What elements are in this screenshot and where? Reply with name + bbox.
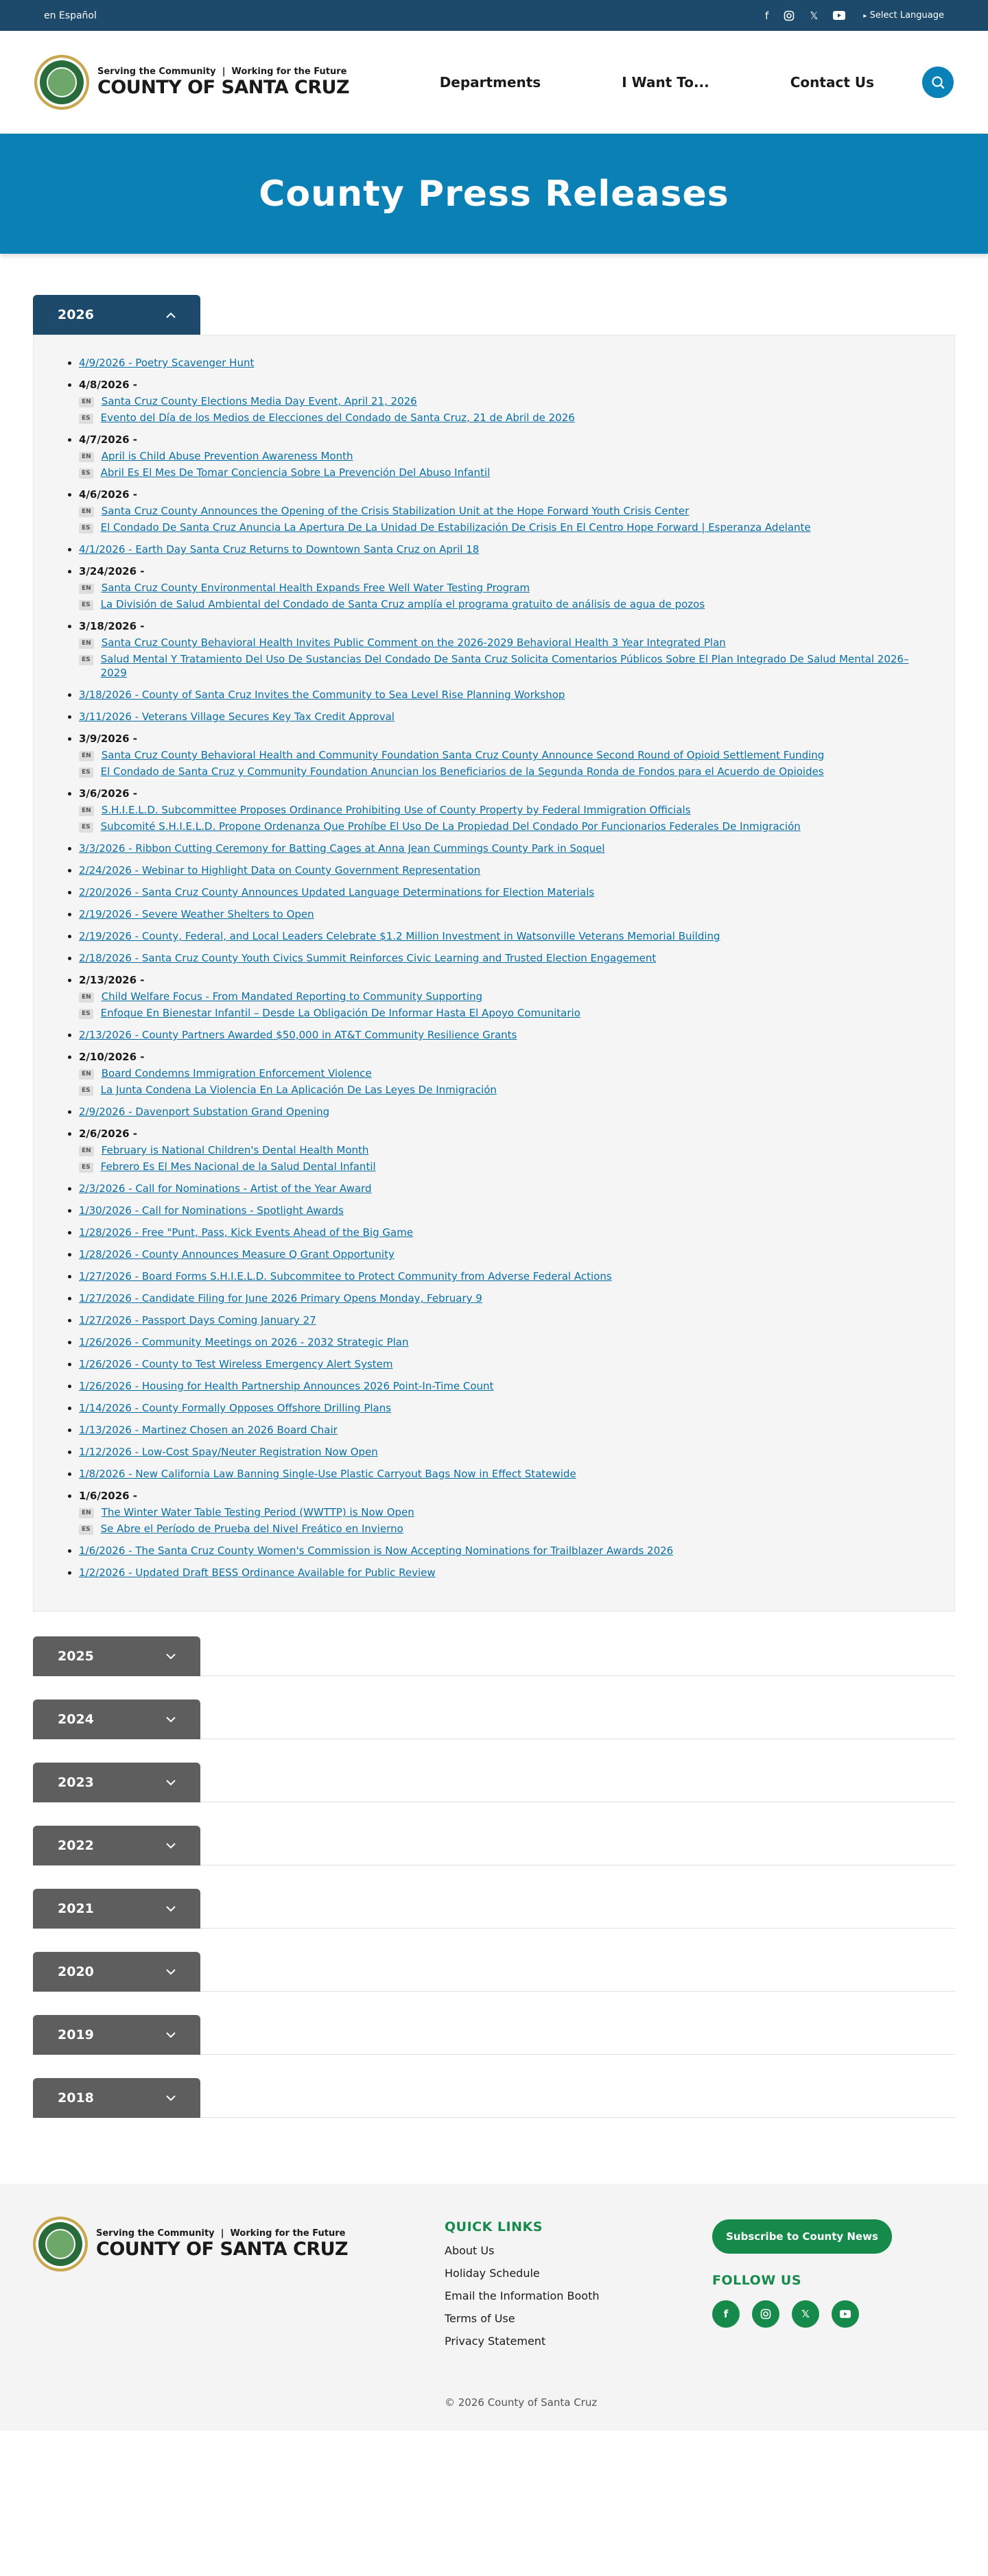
release-link-es[interactable]: Enfoque En Bienestar Infantil – Desde La Obligación De Informar Hasta El Apoyo Comunitario xyxy=(100,1007,580,1019)
release-date: 4/7/2026 - xyxy=(79,433,138,446)
main-nav xyxy=(440,74,874,91)
release-link[interactable]: 1/8/2026 - New California Law Banning Single-Use Plastic Carryout Bags Now in Effect Statewide xyxy=(79,1468,576,1480)
release-item xyxy=(79,1313,927,1327)
language-badge-en: EN xyxy=(79,1508,94,1518)
release-item xyxy=(79,1467,927,1481)
spanish-language-link[interactable]: en Español xyxy=(44,10,97,21)
nav-departments[interactable]: Departments xyxy=(439,73,541,91)
language-badge-es: ES xyxy=(79,523,93,534)
footer-right xyxy=(712,2219,892,2328)
release-item xyxy=(79,688,927,702)
release-item xyxy=(79,1423,927,1437)
release-link[interactable]: 1/13/2026 - Martinez Chosen an 2026 Board Chair xyxy=(79,1424,338,1436)
release-link-es[interactable]: El Condado De Santa Cruz Anuncia La Apertura De La Unidad De Estabilización De Crisis En El Centro Hope Forward | Esperanza Adelante xyxy=(100,521,811,534)
year-row xyxy=(33,2015,955,2055)
chevron-down-icon xyxy=(166,1969,176,1975)
release-item xyxy=(79,1248,927,1261)
year-tab-label: 2018 xyxy=(58,2090,94,2106)
select-language-label: Select Language xyxy=(869,10,944,21)
language-badge-es: ES xyxy=(79,1525,93,1535)
year-tab-2022[interactable] xyxy=(33,1826,200,1865)
divider xyxy=(200,2117,955,2118)
chevron-down-icon xyxy=(166,1654,176,1660)
release-link[interactable]: 1/27/2026 - Candidate Filing for June 2026 Primary Opens Monday, February 9 xyxy=(79,1292,482,1304)
release-date: 3/6/2026 - xyxy=(79,787,138,800)
release-es-row xyxy=(79,411,927,425)
quick-links xyxy=(445,2219,600,2357)
divider xyxy=(200,2054,955,2055)
language-badge-en: EN xyxy=(79,397,94,407)
release-date: 3/24/2026 - xyxy=(79,565,145,577)
release-item xyxy=(79,433,927,479)
release-link[interactable]: 1/27/2026 - Passport Days Coming January 27 xyxy=(79,1314,316,1326)
instagram-icon[interactable] xyxy=(752,2300,779,2328)
release-item xyxy=(79,907,927,921)
release-item xyxy=(79,488,927,534)
nav-contact-us[interactable]: Contact Us xyxy=(790,73,874,91)
release-item xyxy=(79,1050,927,1097)
year-row xyxy=(33,1826,955,1865)
release-item xyxy=(79,951,927,965)
year-row xyxy=(33,1636,955,1676)
year-row xyxy=(33,1889,955,1929)
release-link[interactable]: 1/30/2026 - Call for Nominations - Spotlight Awards xyxy=(79,1204,344,1217)
release-item xyxy=(79,1105,927,1119)
release-es-row xyxy=(79,652,927,680)
release-link[interactable]: 1/28/2026 - Free "Punt, Pass, Kick Events Ahead of the Big Game xyxy=(79,1226,414,1239)
release-item xyxy=(79,973,927,1020)
release-link-en[interactable]: February is National Children's Dental Health Month xyxy=(101,1144,369,1156)
language-badge-es: ES xyxy=(79,414,93,424)
year-tab-label: 2024 xyxy=(58,1712,94,1727)
year-row xyxy=(33,2078,955,2118)
language-badge-es: ES xyxy=(79,1009,93,1019)
language-badge-es: ES xyxy=(79,822,93,833)
language-badge-en: EN xyxy=(79,1146,94,1156)
release-item xyxy=(79,710,927,724)
release-link[interactable]: 1/12/2026 - Low-Cost Spay/Neuter Registration Now Open xyxy=(79,1446,378,1458)
chevron-down-icon xyxy=(166,1843,176,1849)
search-icon xyxy=(930,75,945,90)
facebook-icon[interactable]: f xyxy=(712,2300,740,2328)
release-link[interactable]: 2/13/2026 - County Partners Awarded $50,000 in AT&T Community Resilience Grants xyxy=(79,1029,517,1041)
release-item xyxy=(79,1204,927,1217)
release-link[interactable]: 3/11/2026 - Veterans Village Secures Key Tax Credit Approval xyxy=(79,711,395,723)
release-item xyxy=(79,1182,927,1195)
release-es-row xyxy=(79,765,927,778)
chevron-up-icon xyxy=(166,312,176,318)
year-tab-2024[interactable] xyxy=(33,1700,200,1739)
release-item xyxy=(79,619,927,680)
release-link-en[interactable]: The Winter Water Table Testing Period (WWTTP) is Now Open xyxy=(101,1506,414,1518)
release-link[interactable]: 1/14/2026 - County Formally Opposes Offshore Drilling Plans xyxy=(79,1402,392,1414)
year-tab-2025[interactable] xyxy=(33,1636,200,1676)
release-es-row xyxy=(79,521,927,534)
release-item xyxy=(79,842,927,855)
site-header xyxy=(0,31,988,134)
caret-icon: ▸ xyxy=(863,12,867,20)
release-en-row xyxy=(79,394,927,408)
release-link-en[interactable]: S.H.I.E.L.D. Subcommittee Proposes Ordinance Prohibiting Use of County Property by Federal Immigration Officials xyxy=(101,804,691,816)
release-date: 2/13/2026 - xyxy=(79,974,145,986)
release-item xyxy=(79,1401,927,1415)
year-row xyxy=(33,1952,955,1992)
divider xyxy=(200,1675,955,1676)
year-tab-label: 2022 xyxy=(58,1838,94,1853)
chevron-down-icon xyxy=(166,1717,176,1723)
chevron-down-icon xyxy=(166,2032,176,2038)
release-es-row xyxy=(79,466,927,479)
youtube-icon[interactable] xyxy=(833,11,845,20)
release-item xyxy=(79,1357,927,1371)
release-item xyxy=(79,1379,927,1393)
year-tab-2019[interactable] xyxy=(33,2015,200,2055)
county-seal-icon xyxy=(33,2217,88,2271)
release-link-es[interactable]: Subcomité S.H.I.E.L.D. Propone Ordenanza Que Prohíbe El Uso De La Propiedad Del Condado Por Funcionarios Federales De Inmigración xyxy=(100,820,801,833)
release-item xyxy=(79,1489,927,1536)
year-tab-label: 2020 xyxy=(58,1964,94,1979)
release-link-es[interactable]: Abril Es El Mes De Tomar Conciencia Sobre La Prevención Del Abuso Infantil xyxy=(100,466,491,479)
release-link-en[interactable]: Santa Cruz County Announces the Opening of the Crisis Stabilization Unit at the Hope Forward Youth Crisis Center xyxy=(101,505,690,517)
closed-years xyxy=(33,1636,955,2118)
language-badge-en: EN xyxy=(79,1069,94,1080)
footer-tagline: Serving the Community | Working for the Future xyxy=(96,2228,346,2239)
release-es-row xyxy=(79,1522,927,1536)
release-link[interactable]: 2/19/2026 - County, Federal, and Local Leaders Celebrate $1.2 Million Investment in Watsonville Veterans Memorial Building xyxy=(79,930,720,942)
year-tab-2023[interactable] xyxy=(33,1763,200,1802)
release-link-en[interactable]: Santa Cruz County Environmental Health Expands Free Well Water Testing Program xyxy=(101,582,530,594)
quick-link-about-us[interactable]: About Us xyxy=(445,2244,495,2257)
release-link-en[interactable]: Child Welfare Focus - From Mandated Reporting to Community Supporting xyxy=(101,990,483,1003)
language-badge-en: EN xyxy=(79,639,94,649)
county-logo[interactable] xyxy=(34,55,349,110)
site-footer xyxy=(0,2184,988,2431)
topbar-social xyxy=(765,10,944,22)
year-tab-label: 2023 xyxy=(58,1775,94,1790)
release-link-en[interactable]: April is Child Abuse Prevention Awareness Month xyxy=(101,450,353,462)
x-icon[interactable]: 𝕏 xyxy=(810,9,819,22)
quick-link-terms-of-use[interactable]: Terms of Use xyxy=(445,2312,515,2325)
release-item xyxy=(79,1445,927,1459)
divider xyxy=(200,1991,955,1992)
release-link-es[interactable]: Se Abre el Período de Prueba del Nivel Freático en Invierno xyxy=(100,1523,403,1535)
release-link[interactable]: 1/2/2026 - Updated Draft BESS Ordinance Available for Public Review xyxy=(79,1566,436,1579)
release-link[interactable]: 1/26/2026 - Community Meetings on 2026 - 2032 Strategic Plan xyxy=(79,1336,409,1348)
release-en-row xyxy=(79,504,927,518)
release-link[interactable]: 2/20/2026 - Santa Cruz County Announces Updated Language Determinations for Election Materials xyxy=(79,886,595,898)
release-link-es[interactable]: Salud Mental Y Tratamiento Del Uso De Sustancias Del Condado De Santa Cruz Solicita Comentarios Públicos Sobre El Plan Integrado De Salud Mental 2026–2029 xyxy=(100,653,909,679)
divider xyxy=(200,1928,955,1929)
release-link-es[interactable]: Febrero Es El Mes Nacional de la Salud Dental Infantil xyxy=(100,1160,376,1173)
release-en-row xyxy=(79,449,927,463)
release-item xyxy=(79,1544,927,1558)
release-es-row xyxy=(79,820,927,833)
release-link[interactable]: 2/3/2026 - Call for Nominations - Artist of the Year Award xyxy=(79,1182,372,1195)
release-link[interactable]: 4/9/2026 - Poetry Scavenger Hunt xyxy=(79,357,255,369)
release-link[interactable]: 2/18/2026 - Santa Cruz County Youth Civics Summit Reinforces Civic Learning and Trusted Election Engagement xyxy=(79,952,657,964)
language-badge-es: ES xyxy=(79,767,93,778)
select-language[interactable] xyxy=(863,10,944,21)
language-badge-en: EN xyxy=(79,806,94,816)
language-badge-es: ES xyxy=(79,1162,93,1173)
hero-banner xyxy=(0,134,988,254)
release-en-row xyxy=(79,1066,927,1080)
release-link-en[interactable]: Santa Cruz County Behavioral Health and Community Foundation Santa Cruz County Announce Second Round of Opioid Settlement Funding xyxy=(101,749,825,761)
x-icon[interactable]: 𝕏 xyxy=(792,2300,819,2328)
quick-link-information-booth[interactable]: Email the Information Booth xyxy=(445,2289,600,2302)
language-badge-es: ES xyxy=(79,655,93,665)
chevron-down-icon xyxy=(166,1906,176,1912)
release-item xyxy=(79,542,927,556)
year-tab-label: 2025 xyxy=(58,1649,94,1664)
press-release-accordion xyxy=(0,254,988,2118)
release-list xyxy=(60,356,927,1579)
chevron-down-icon xyxy=(166,1780,176,1786)
logo-name: COUNTY OF SANTA CRUZ xyxy=(97,76,350,98)
release-en-row xyxy=(79,990,927,1003)
release-date: 3/18/2026 - xyxy=(79,620,145,632)
release-item xyxy=(79,885,927,899)
search-button[interactable] xyxy=(922,67,954,98)
chevron-down-icon xyxy=(166,2095,176,2101)
release-en-row xyxy=(79,636,927,649)
release-link-es[interactable]: La División de Salud Ambiental del Condado de Santa Cruz amplía el programa gratuito de análisis de agua de pozos xyxy=(100,598,705,610)
year-tab-2021[interactable] xyxy=(33,1889,200,1929)
language-badge-en: EN xyxy=(79,584,94,594)
release-link[interactable]: 2/19/2026 - Severe Weather Shelters to Open xyxy=(79,908,314,920)
release-link-es[interactable]: La Junta Condena La Violencia En La Aplicación De Las Leyes De Inmigración xyxy=(100,1084,497,1096)
language-badge-en: EN xyxy=(79,507,94,517)
year-row xyxy=(33,1763,955,1802)
release-date: 2/10/2026 - xyxy=(79,1051,145,1063)
release-link-en[interactable]: Santa Cruz County Elections Media Day Event, April 21, 2026 xyxy=(101,395,417,407)
release-link[interactable]: 4/1/2026 - Earth Day Santa Cruz Returns to Downtown Santa Cruz on April 18 xyxy=(79,543,480,556)
language-badge-en: EN xyxy=(79,452,94,462)
year-tab-2020[interactable] xyxy=(33,1952,200,1992)
quick-link-privacy-statement[interactable]: Privacy Statement xyxy=(445,2335,546,2348)
release-es-row xyxy=(79,1160,927,1173)
release-date: 2/6/2026 - xyxy=(79,1128,138,1140)
logo-tagline: Serving the Community | Working for the Future xyxy=(97,66,347,77)
release-link[interactable]: 1/27/2026 - Board Forms S.H.I.E.L.D. Subcommitee to Protect Community from Adverse Federal Actions xyxy=(79,1270,612,1283)
year-row xyxy=(33,1700,955,1739)
nav-i-want-to[interactable]: I Want To... xyxy=(622,73,709,91)
release-en-row xyxy=(79,581,927,595)
subscribe-button[interactable]: Subscribe to County News xyxy=(712,2219,892,2254)
release-item xyxy=(79,356,927,370)
release-link[interactable]: 1/6/2026 - The Santa Cruz County Women's Commission is Now Accepting Nominations for Trailblazer Awards 2026 xyxy=(79,1545,674,1557)
youtube-icon[interactable] xyxy=(832,2300,859,2328)
release-en-row xyxy=(79,1505,927,1519)
release-item xyxy=(79,732,927,778)
release-item xyxy=(79,1127,927,1173)
release-item xyxy=(79,1335,927,1349)
instagram-icon[interactable] xyxy=(784,10,795,21)
release-item xyxy=(79,1566,927,1579)
release-link[interactable]: 1/26/2026 - County to Test Wireless Emergency Alert System xyxy=(79,1358,393,1370)
quick-links-title: QUICK LINKS xyxy=(445,2219,543,2234)
language-badge-es: ES xyxy=(79,600,93,610)
release-link[interactable]: 2/24/2026 - Webinar to Highlight Data on County Government Representation xyxy=(79,864,481,876)
release-en-row xyxy=(79,748,927,762)
release-en-row xyxy=(79,1143,927,1157)
release-link[interactable]: 3/3/2026 - Ribbon Cutting Ceremony for Batting Cages at Anna Jean Cummings County Park in Soquel xyxy=(79,842,605,855)
release-link-en[interactable]: Board Condemns Immigration Enforcement Violence xyxy=(101,1067,372,1080)
year-tab-2018[interactable] xyxy=(33,2078,200,2118)
release-item xyxy=(79,863,927,877)
release-link[interactable]: 2/9/2026 - Davenport Substation Grand Opening xyxy=(79,1106,330,1118)
copyright: © 2026 County of Santa Cruz xyxy=(445,2396,598,2409)
footer-social xyxy=(712,2300,892,2328)
release-date: 1/6/2026 - xyxy=(79,1490,138,1502)
release-link-es[interactable]: El Condado de Santa Cruz y Community Foundation Anuncian los Beneficiarios de la Segunda Ronda de Fondos para el Acuerdo de Opioides xyxy=(100,765,824,778)
language-badge-en: EN xyxy=(79,992,94,1003)
footer-logo[interactable] xyxy=(33,2217,348,2271)
release-item xyxy=(79,564,927,611)
year-tab-label: 2019 xyxy=(58,2027,94,2042)
release-link[interactable]: 1/26/2026 - Housing for Health Partnership Announces 2026 Point-In-Time Count xyxy=(79,1380,494,1392)
page-title: County Press Releases xyxy=(259,173,729,215)
release-item xyxy=(79,929,927,943)
top-bar xyxy=(0,0,988,31)
release-item xyxy=(79,787,927,833)
release-item xyxy=(79,1291,927,1305)
release-es-row xyxy=(79,597,927,611)
release-es-row xyxy=(79,1006,927,1020)
year-tab-open[interactable] xyxy=(33,295,200,335)
quick-link-holiday-schedule[interactable]: Holiday Schedule xyxy=(445,2267,540,2280)
language-badge-en: EN xyxy=(79,751,94,761)
release-en-row xyxy=(79,803,927,817)
release-es-row xyxy=(79,1083,927,1097)
release-link-en[interactable]: Santa Cruz County Behavioral Health Invites Public Comment on the 2026-2029 Behavioral Health 3 Year Integrated Plan xyxy=(101,636,726,649)
release-date: 4/8/2026 - xyxy=(79,379,138,391)
release-link-es[interactable]: Evento del Día de los Medios de Elecciones del Condado de Santa Cruz, 21 de Abril de 2026 xyxy=(100,412,575,424)
year-panel xyxy=(33,335,955,1612)
footer-name: COUNTY OF SANTA CRUZ xyxy=(96,2239,349,2260)
year-tab-label: 2026 xyxy=(58,307,94,322)
year-tab-label: 2021 xyxy=(58,1901,94,1916)
language-badge-es: ES xyxy=(79,468,93,479)
release-item xyxy=(79,378,927,425)
facebook-icon[interactable]: f xyxy=(765,9,769,22)
release-item xyxy=(79,1028,927,1042)
language-badge-es: ES xyxy=(79,1086,93,1096)
release-item xyxy=(79,1226,927,1239)
release-link[interactable]: 3/18/2026 - County of Santa Cruz Invites the Community to Sea Level Rise Planning Workshop xyxy=(79,689,565,701)
release-link[interactable]: 1/28/2026 - County Announces Measure Q Grant Opportunity xyxy=(79,1248,395,1261)
release-item xyxy=(79,1269,927,1283)
follow-us-title: FOLLOW US xyxy=(712,2273,802,2288)
release-date: 4/6/2026 - xyxy=(79,488,138,501)
county-seal-icon xyxy=(34,55,89,110)
release-date: 3/9/2026 - xyxy=(79,732,138,745)
